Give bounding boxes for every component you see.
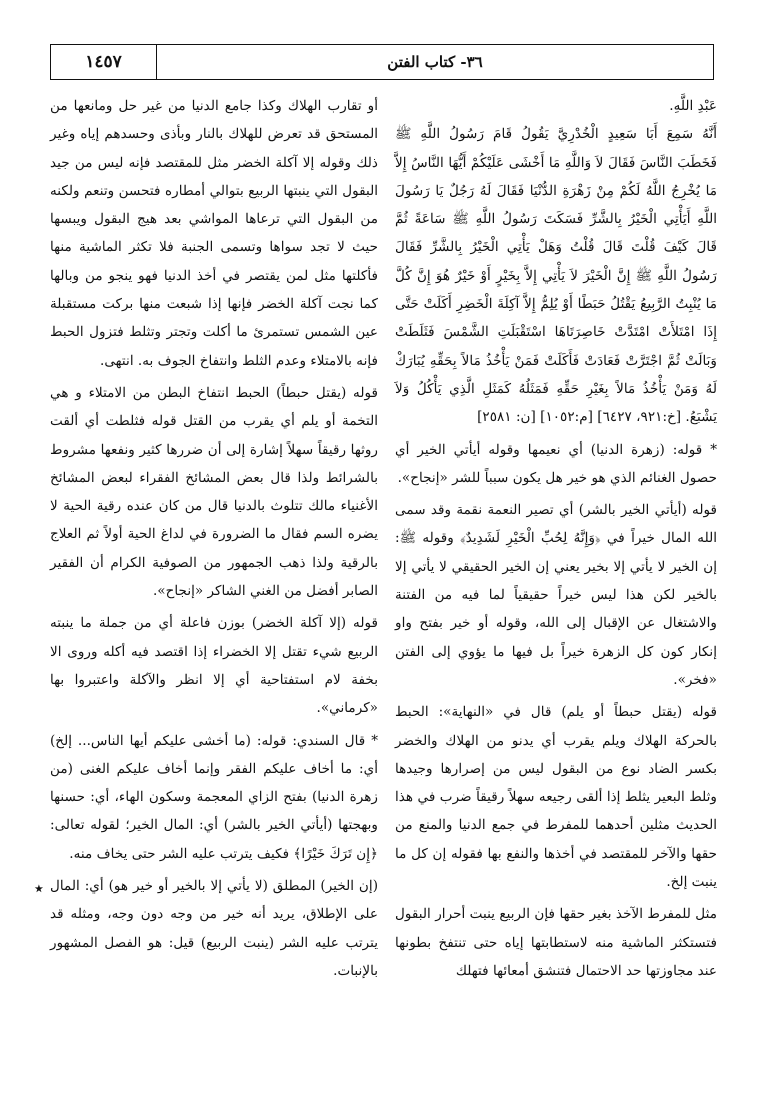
- commentary-paragraph: * قوله: (زهرة الدنيا) أي نعيمها وقوله أيأتي الخير أي حصول الغنائم الذي هو خير هل يكون سبباً للشر «إنجاح».: [395, 441, 717, 486]
- commentary-paragraph: (إن الخير) المطلق (لا يأتي إلا بالخير أو خير هو) أي: المال على الإطلاق، يريد أنه خير من وجه دون وجه، ومثله قد يترتب عليه الشر (ينبت الربيع) قيل: هو الفصل المشهور بالإنبات.: [50, 878, 378, 979]
- commentary-paragraph: * قال السندي: قوله: (ما أخشى عليكم أيها الناس... إلخ) أي: ما أخاف عليكم الفقر وإنما أخاف عليكم الغنى (من زهرة الدنيا) بفتح الزاي المعجمة وسكون الهاء، أي: حسنها وبهجتها (أيأتي الخير بالشر) أي: المال الخير؛ لقوله تعالى: ﴿إِن تَرَكَ خَيْرًا﴾ فكيف يترتب عليه الشر حتى يخاف منه.: [50, 732, 378, 862]
- hadith-opening: عَبْدِ اللَّهِ.: [669, 98, 717, 114]
- chapter-title: ٣٦- كتاب الفتن: [387, 53, 483, 71]
- page-number: ١٤٥٧: [51, 45, 157, 79]
- commentary-paragraph: قوله (يقتل حبطاً أو يلم) قال في «النهاية»: الحبط بالحركة الهلاك ويلم يقرب أي يدنو من الهلاك والخضر بكسر الضاد نوع من البقول ليس من إصرارها وجيدها وثلط البعير يثلط إذا ألقى رجيعه سهلاً رقيقاً ضرب في هذا الحديث مثلين أحدهما للمفرط في جمع الدنيا والمنع من حقها والآخر للمقتصد في أخذها والنفع بها فقوله إن كل ما ينبت إلخ.: [395, 704, 717, 891]
- commentary-paragraph: أو تقارب الهلاك وكذا جامع الدنيا من غير حل ومانعها من المستحق قد تعرض للهلاك بالنار وبأذى وحسدهم إياه وغير ذلك وقوله إلا آكلة الخضر مثل للمقتصد فإنه ليس من جيد البقول التي ينبتها الربيع بتوالي أمطاره فتحسن وتنعم ولكنه من البقول التي ترعاها المواشي بعد هيج البقول ويبسها حيث لا تجد سواها وتسمى الجنبة فلا تكثر الماشية منها فأكلتها مثل لمن يقتصر في أخذ الدنيا فهو ينجو من وبالها كما نجت آكلة الخضر فإنها إذا شبعت منها بركت مستقبلة عين الشمس تستمرئ ما أكلت وتجتر وتثلط فتزول الحبط فإنه بالامتلاء وعدم الثلط وانتفاخ الجوف به. انتهى.: [50, 98, 378, 369]
- left-column: [50, 92, 378, 985]
- commentary-paragraph: مثل للمفرط الآخذ بغير حقها فإن الربيع ينبت أحرار البقول فتستكثر الماشية منه لاستطابتها إياه حتى تنتفخ بطونها عند مجاوزتها حد الاحتمال فتنشق أمعائها فتهلك: [395, 906, 717, 979]
- right-column: [395, 92, 717, 985]
- commentary-paragraph: قوله (إلا آكلة الخضر) بوزن فاعلة أي من جملة ما ينبته الربيع شيء تقتل إلا الخضراء إذا اقتصد فيه أكله وروى الا بخفة لام استفتاحية أي إلا انظر والآكلة واعتبروا بها «كرماني».: [50, 615, 378, 717]
- margin-mark: ٭: [34, 878, 44, 899]
- commentary-paragraph: قوله (أيأتي الخير بالشر) أي تصير النعمة نقمة وقد سمى الله المال خيراً في ﴿وَإِنَّهُ لِحُبِّ الْخَيْرِ لَشَدِيدٌ﴾ وقوله ﷺ: إن الخير لا يأتي إلا بخير يعني إن الخير الحقيقي لا يأتي إلا بالخير لكن هذا ليس خيراً حقيقياً لما فيه من الفتنة والاشتغال عن الإقبال إلى الله، وقوله أو خير بفتح واو إنكار كون كل الزهرة خيراً بل فيها ما يؤوي إلى الفتن «فخر».: [395, 502, 717, 688]
- page-header: [50, 44, 714, 80]
- hadith-text: أَنَّهُ سَمِعَ أَبَا سَعِيدٍ الْخُدْرِيَّ يَقُولُ قَامَ رَسُولُ اللَّهِ ﷺ فَخَطَبَ النَّاسَ فَقَالَ لاَ وَاللَّهِ مَا أَخْشَى عَلَيْكُمْ أَيُّهَا النَّاسُ إِلاَّ مَا يُخْرِجُ اللَّهُ لَكُمْ مِنْ زَهْرَةِ الدُّنْيَا فَقَالَ لَهُ رَجُلٌ يَا رَسُولَ اللَّهِ أَيَأْتِي الْخَيْرُ بِالشَّرِّ فَسَكَتَ رَسُولُ اللَّهِ ﷺ سَاعَةً ثُمَّ قَالَ كَيْفَ قُلْتَ قَالَ قُلْتُ وَهَلْ يَأْتِي الْخَيْرُ بِالشَّرِّ فَقَالَ رَسُولُ اللَّهِ ﷺ إِنَّ الْخَيْرَ لاَ يَأْتِي إِلاَّ بِخَيْرٍ أَوْ خَيْرٌ هُوَ إِنَّ كُلَّ مَا يُنْبِتُ الرَّبِيعُ يَقْتُلُ حَبَطًا أَوْ يُلِمُّ إِلاَّ آكِلَةَ الْخَضِرِ أَكَلَتْ حَتَّى إِذَا امْتَلأَتْ امْتَدَّتْ خَاصِرَتَاهَا اسْتَقْبَلَتِ الشَّمْسَ فَثَلَطَتْ وَبَالَتْ ثُمَّ اجْتَرَّتْ فَعَادَتْ فَأَكَلَتْ فَمَنْ يَأْخُذُ مَالاً بِحَقِّهِ يُبَارَكْ لَهُ وَمَنْ يَأْخُذُ مَالاً بِغَيْرِ حَقِّهِ فَمَثَلُهُ كَمَثَلِ الَّذِي يَأْكُلُ وَلاَ يَشْبَعُ. [خ:٩٢١، ٦٤٢٧] [م:١٠٥٢] [ن: ٢٥٨١]: [395, 126, 717, 426]
- commentary-paragraph: قوله (يقتل حبطاً) الحبط انتفاخ البطن من الامتلاء و هي التخمة أو يلم أي يقرب من القتل قوله فثلطت أي ألقت روثها رقيقاً سهلاً إشارة إلى أن ضررها كثير ونفعها مشروط بالشرائط ولذا قال بعض المشائخ الفقراء لبعض المشائخ الأغنياء مالك تتلوث بالدنيا قال من كان عنده رقية الحية لا يضره السم فقال ما الضرورة في لداغ الحية أولاً ثم العلاج بالرقية ولذا ذهب الجمهور من الصوفية الكرام أن الفقير الصابر أفضل من الغني الشاكر «إنجاح».: [50, 384, 378, 600]
